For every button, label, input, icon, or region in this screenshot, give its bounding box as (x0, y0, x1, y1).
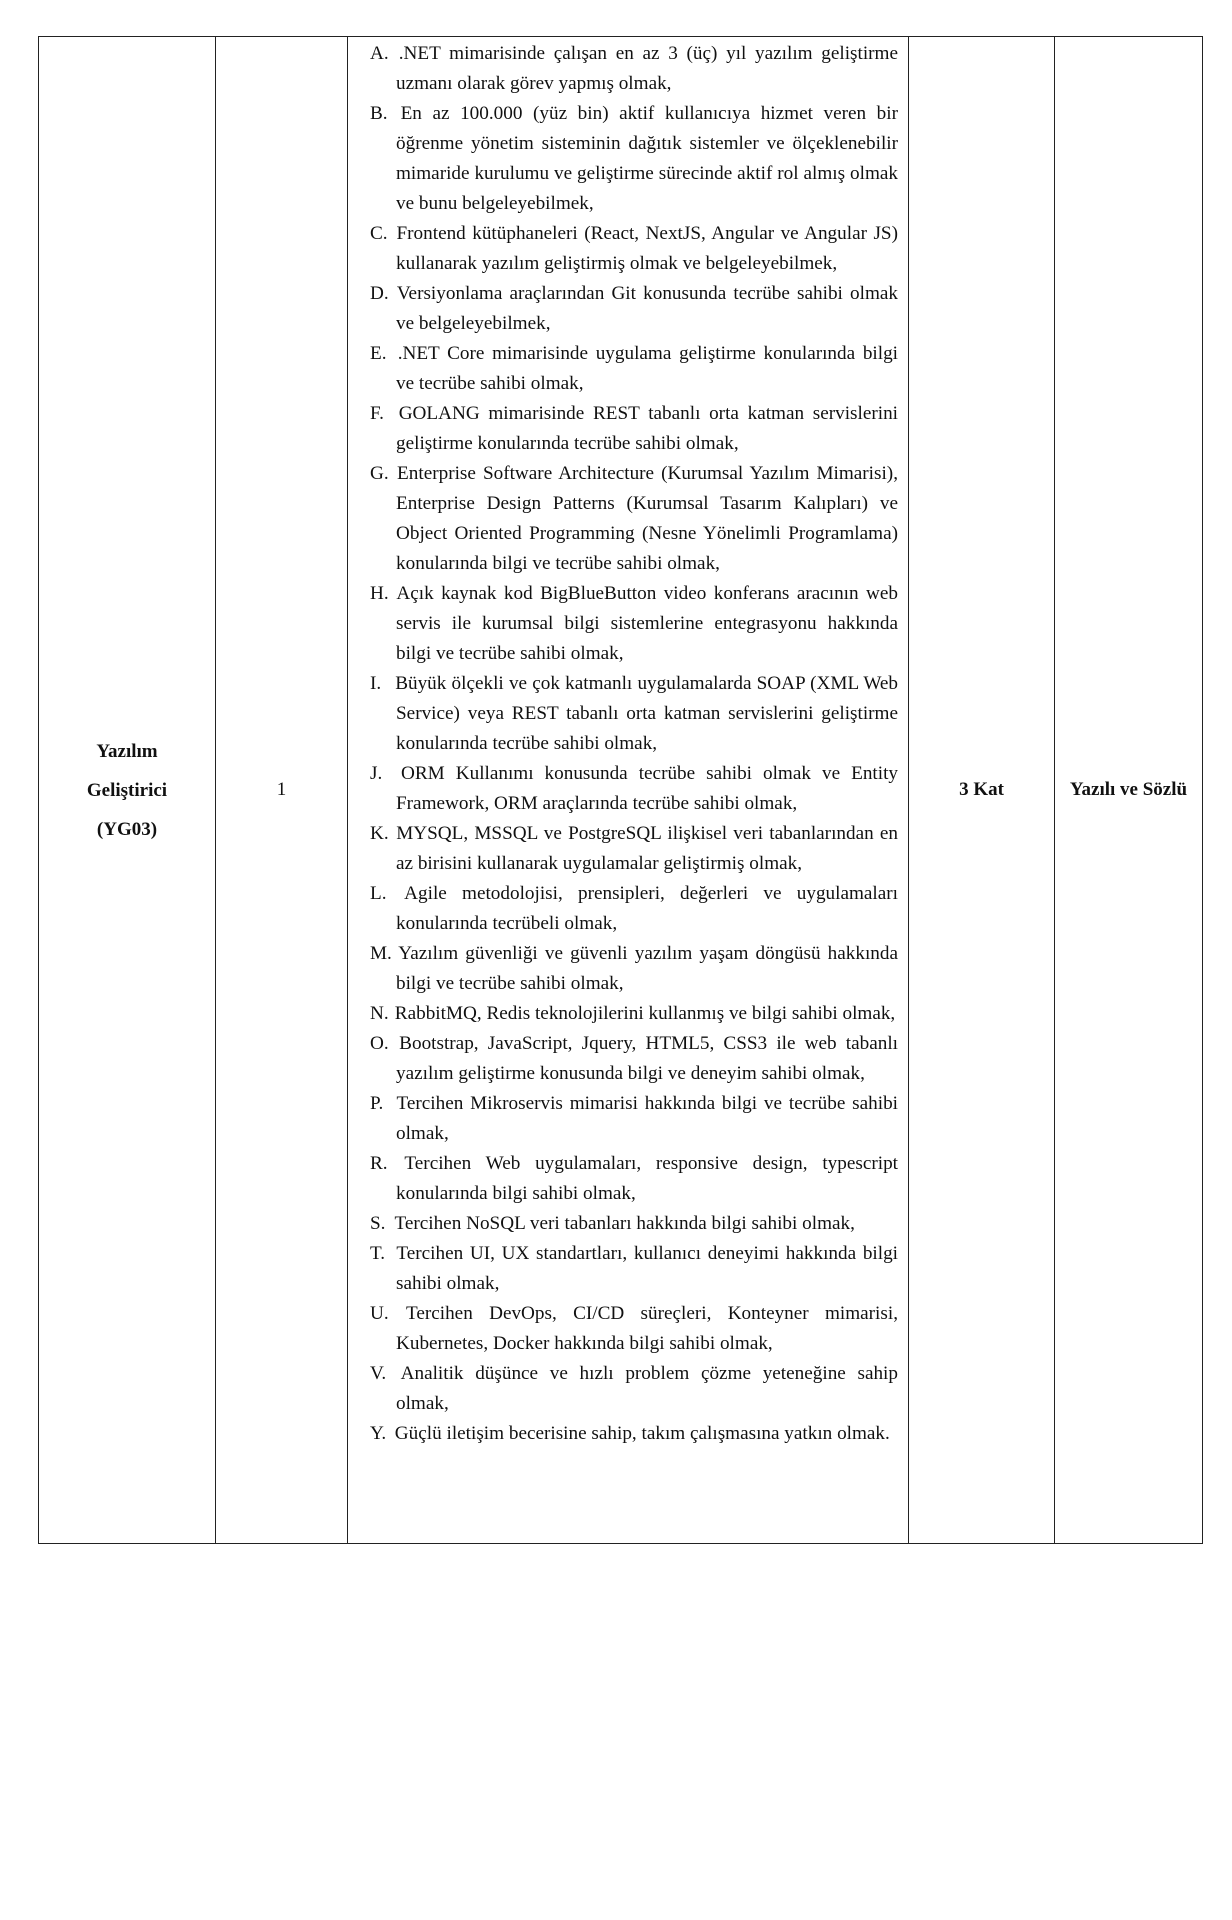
position-title-cont: Geliştirici (86, 779, 168, 801)
requirement-item (358, 879, 898, 939)
table-row (39, 37, 1203, 1544)
requirement-letter: N. (370, 1003, 389, 1024)
requirement-item (358, 1239, 898, 1299)
requirement-text: Tercihen UI, UX standartları, kullanıcı deneyimi hakkında bilgi sahibi olmak, (396, 1243, 899, 1294)
requirement-item (358, 99, 898, 219)
requirement-item (358, 999, 898, 1029)
exam-type: Yazılı ve Sözlü (1069, 779, 1188, 800)
requirement-item (358, 459, 898, 579)
level-cell (909, 37, 1055, 1544)
requirement-letter: A. (370, 43, 389, 64)
requirement-item (358, 1149, 898, 1209)
requirement-text: Agile metodolojisi, prensipleri, değerleri ve uygulamaları konularında tecrübeli olmak, (396, 883, 898, 934)
requirement-text: Tercihen Web uygulamaları, responsive design, typescript konularında bilgi sahibi olmak, (396, 1153, 898, 1204)
position-cell (39, 37, 216, 1544)
requirement-text: Tercihen NoSQL veri tabanları hakkında bilgi sahibi olmak, (394, 1213, 855, 1234)
requirements-cell (348, 37, 909, 1544)
requirement-letter: G. (370, 463, 389, 484)
position-code: (YG03) (96, 818, 158, 840)
requirement-letter: U. (370, 1303, 389, 1324)
requirement-letter: R. (370, 1153, 388, 1174)
position-title: Yazılım (96, 740, 158, 762)
requirement-letter: E. (370, 343, 387, 364)
requirement-text: Tercihen Mikroservis mimarisi hakkında bilgi ve tecrübe sahibi olmak, (396, 1093, 898, 1144)
requirements-table (38, 36, 1203, 1544)
requirement-letter: D. (370, 283, 389, 304)
requirement-letter: S. (370, 1213, 386, 1234)
exam-cell (1055, 37, 1203, 1544)
requirement-item (358, 759, 898, 819)
requirement-text: .NET Core mimarisinde uygulama geliştirme konularında bilgi ve tecrübe sahibi olmak, (396, 343, 898, 394)
requirement-item (358, 339, 898, 399)
requirement-text: Analitik düşünce ve hızlı problem çözme yeteneğine sahip olmak, (396, 1363, 898, 1414)
requirement-letter: T. (370, 1243, 386, 1264)
requirement-text: GOLANG mimarisinde REST tabanlı orta katman servislerini geliştirme konularında tecrübe sahibi olmak, (396, 403, 899, 454)
requirement-letter: I. (370, 673, 382, 694)
requirement-text: Versiyonlama araçlarından Git konusunda tecrübe sahibi olmak ve belgeleyebilmek, (396, 283, 899, 334)
requirement-text: ORM Kullanımı konusunda tecrübe sahibi olmak ve Entity Framework, ORM araçlarında tecrübe sahibi olmak, (396, 763, 898, 814)
requirement-text: Tercihen DevOps, CI/CD süreçleri, Konteyner mimarisi, Kubernetes, Docker hakkında bilgi sahibi olmak, (396, 1303, 898, 1354)
count-cell (216, 37, 348, 1544)
requirement-item (358, 1359, 898, 1419)
requirement-text: Açık kaynak kod BigBlueButton video konferans aracının web servis ile kurumsal bilgi sistemlerine entegrasyonu hakkında bilgi ve tecrübe sahibi olmak, (396, 583, 898, 664)
requirement-item (358, 939, 898, 999)
requirement-item (358, 39, 898, 99)
requirement-text: Enterprise Software Architecture (Kurumsal Yazılım Mimarisi), Enterprise Design Patterns (Kurumsal Tasarım Kalıpları) ve Object Oriented Programming (Nesne Yönelimli Programlama) konularında bilgi ve tecrübe sahibi olmak, (396, 463, 898, 574)
requirement-text: Frontend kütüphaneleri (React, NextJS, Angular ve Angular JS) kullanarak yazılım geliştirmiş olmak ve belgeleyebilmek, (396, 223, 898, 274)
requirement-text: Büyük ölçekli ve çok katmanlı uygulamalarda SOAP (XML Web Service) veya REST tabanlı orta katman servislerini geliştirme konularında tecrübe sahibi olmak, (395, 673, 899, 754)
requirement-item (358, 1089, 898, 1149)
requirement-text: En az 100.000 (yüz bin) aktif kullanıcıya hizmet veren bir öğrenme yönetim sisteminin dağıtık sistemler ve ölçeklenebilir mimaride kurulumu ve geliştirme sürecinde aktif rol almış olmak ve bunu belgeleyebilmek, (396, 103, 898, 214)
requirement-letter: J. (370, 763, 383, 784)
requirement-letter: K. (370, 823, 389, 844)
requirements-list (358, 39, 898, 1449)
position-count: 1 (276, 779, 287, 800)
requirement-item (358, 819, 898, 879)
requirement-item (358, 219, 898, 279)
requirement-text: Bootstrap, JavaScript, Jquery, HTML5, CSS3 ile web tabanlı yazılım geliştirme konusunda bilgi ve deneyim sahibi olmak, (396, 1033, 898, 1084)
requirement-item (358, 1029, 898, 1089)
requirement-item (358, 279, 898, 339)
requirement-letter: M. (370, 943, 392, 964)
requirement-item (358, 669, 898, 759)
requirement-letter: H. (370, 583, 389, 604)
requirement-letter: V. (370, 1363, 387, 1384)
requirement-item (358, 1209, 898, 1239)
requirement-item (358, 1299, 898, 1359)
requirement-text: Yazılım güvenliği ve güvenli yazılım yaşam döngüsü hakkında bilgi ve tecrübe sahibi olmak, (396, 943, 898, 994)
requirement-text: Güçlü iletişim becerisine sahip, takım çalışmasına yatkın olmak. (394, 1423, 890, 1444)
requirement-text: .NET mimarisinde çalışan en az 3 (üç) yıl yazılım geliştirme uzmanı olarak görev yapmış olmak, (396, 43, 898, 94)
requirement-letter: Y. (370, 1423, 387, 1444)
requirement-letter: L. (370, 883, 387, 904)
requirement-letter: B. (370, 103, 388, 124)
requirement-letter: C. (370, 223, 388, 244)
requirement-item (358, 579, 898, 669)
requirement-letter: P. (370, 1093, 384, 1114)
level-value: 3 Kat (959, 779, 1004, 800)
requirement-text: MYSQL, MSSQL ve PostgreSQL ilişkisel veri tabanlarından en az birisini kullanarak uygulamalar geliştirmiş olmak, (396, 823, 898, 874)
requirement-text: RabbitMQ, Redis teknolojilerini kullanmış ve bilgi sahibi olmak, (394, 1003, 896, 1024)
requirement-letter: F. (370, 403, 384, 424)
requirement-item (358, 1419, 898, 1449)
requirement-letter: O. (370, 1033, 389, 1054)
requirement-item (358, 399, 898, 459)
